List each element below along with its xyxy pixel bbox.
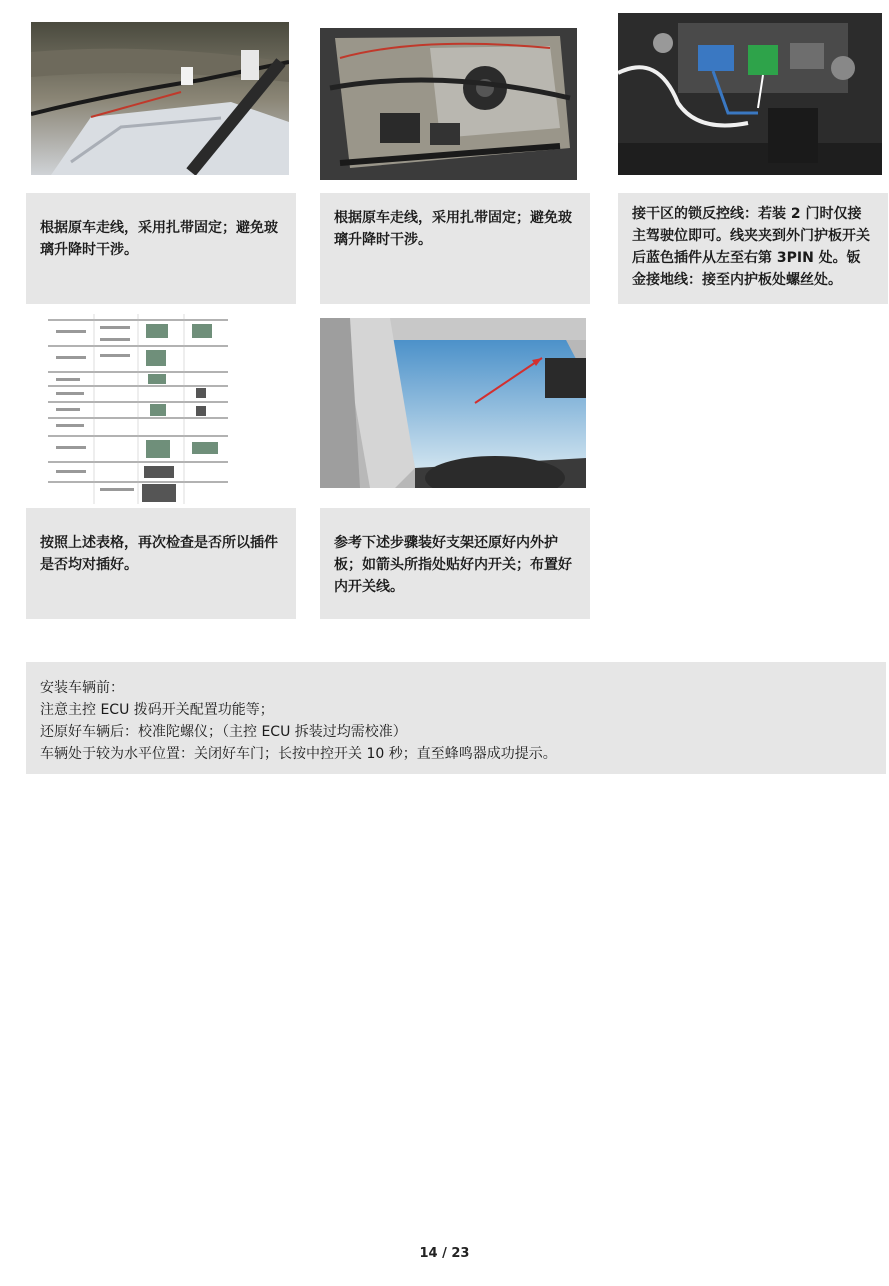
page-number: 14 / 23 — [419, 1246, 470, 1261]
panel-4-caption — [26, 508, 296, 619]
door-panel-wiring-photo — [320, 28, 577, 180]
panel-1-caption — [26, 193, 296, 304]
notes-line-4: 车辆处于较为水平位置：关闭好车门；长按中控开关 10 秒；直至蜂鸣器成功提示。 — [40, 746, 557, 762]
notes-line-1: 安装车辆前： — [40, 680, 124, 696]
panel-2-caption-text: 根据原车走线，采用扎带固定；避免玻璃升降时干涉。 — [334, 210, 572, 248]
panel-3-caption — [618, 193, 888, 304]
panel-5-caption-text: 参考下述步骤装好支架还原好内外护板；如箭头所指处贴好内开关；布置好内开关线。 — [334, 535, 572, 595]
door-interior-wiring-photo — [31, 22, 289, 175]
installation-notes — [26, 662, 886, 774]
panel-4-caption-text: 按照上述表格，再次检查是否所以插件是否均对插好。 — [40, 535, 278, 573]
panel-3-caption-text: 接干区的锁反控线：若装 2 门时仅接主驾驶位即可。线夹夹到外门护板开关后蓝色插件从左至右第 3PIN 处。钣金接地线：接至内护板处螺丝处。 — [632, 206, 870, 288]
connector-block-photo — [618, 13, 882, 175]
panel-2-caption — [320, 193, 590, 304]
notes-line-2: 注意主控 ECU 拨码开关配置功能等； — [40, 702, 274, 718]
notes-line-3: 还原好车辆后：校准陀螺仪；（主控 ECU 拆装过均需校准） — [40, 724, 407, 740]
connector-checklist-table-thumbnail — [46, 312, 230, 506]
windshield-pillar-photo — [320, 318, 586, 488]
panel-1-caption-text: 根据原车走线，采用扎带固定；避免玻璃升降时干涉。 — [40, 220, 278, 258]
panel-5-caption — [320, 508, 590, 619]
